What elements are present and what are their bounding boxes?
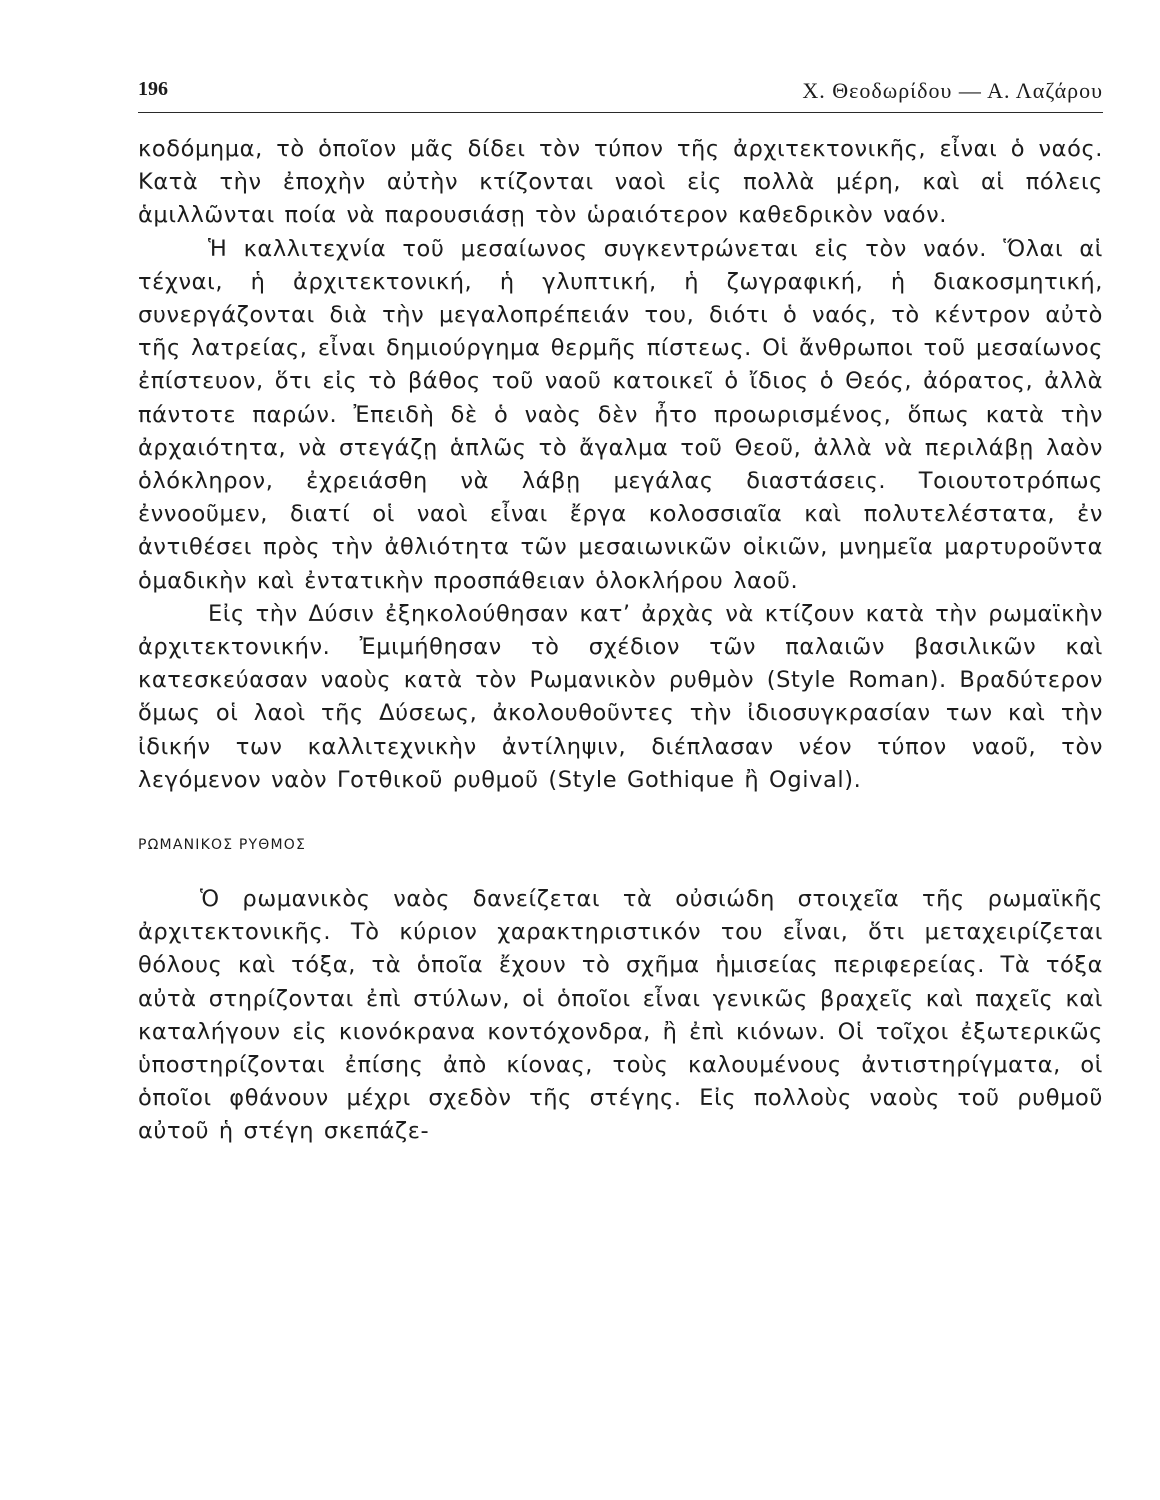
running-head: Χ. Θεοδωρίδου — Α. Λαζάρου <box>802 78 1103 103</box>
book-page <box>138 70 1103 1470</box>
paragraph: Ἡ καλλιτεχνία τοῦ μεσαίωνος συγκεντρώνεται εἰς τὸν ναόν. Ὅλαι αἱ τέχναι, ἡ ἀρχιτεκτονική, ἡ γλυπτική, ἡ ζωγραφική, ἡ διακοσμητική, συνεργάζονται διὰ τὴν μεγαλοπρέπειάν του, διότι ὁ ναός, τὸ κέντρον αὐτὸ τῆς λατρείας, εἶναι δημιούργημα θερμῆς πίστεως. Οἱ ἄνθρωποι τοῦ μεσαίωνος ἐπίστευον, ὅτι εἰς τὸ βάθος τοῦ ναοῦ κατοικεῖ ὁ ἴδιος ὁ Θεός, ἀόρατος, ἀλλὰ πάντοτε παρών. Ἐπειδὴ δὲ ὁ ναὸς δὲν ἦτο προωρισμένος, ὅπως κατὰ τὴν ἀρχαιότητα, νὰ στεγάζῃ ἁπλῶς τὸ ἄγαλμα τοῦ Θεοῦ, ἀλλὰ νὰ περιλάβῃ λαὸν ὁλόκληρον, ἐχρειάσθη νὰ λάβῃ μεγάλας διαστάσεις. Τοιουτοτρόπως ἐννοοῦμεν, διατί οἱ ναοὶ εἶναι ἔργα κολοσσιαῖα καὶ πολυτελέστατα, ἐν ἀντιθέσει πρὸς τὴν ἀθλιότητα τῶν μεσαιωνικῶν οἰκιῶν, μνημεῖα μαρτυροῦντα ὁμαδικὴν καὶ ἐντατικὴν προσπάθειαν ὁλοκλήρου λαοῦ. <box>138 235 1103 594</box>
paragraph: Ὁ ρωμανικὸς ναὸς δανείζεται τὰ οὐσιώδη στοιχεῖα τῆς ρωμαϊκῆς ἀρχιτεκτονικῆς. Τὸ κύριον χαρακτηριστικόν του εἶναι, ὅτι μεταχειρίζεται θόλους καὶ τόξα, τὰ ὁποῖα ἔχουν τὸ σχῆμα ἡμισείας περιφερείας. Τὰ τόξα αὐτὰ στηρίζονται ἐπὶ στύλων, οἱ ὁποῖοι εἶναι γενικῶς βραχεῖς καὶ παχεῖς καὶ καταλήγουν εἰς κιονόκρανα κοντόχονδρα, ἢ ἐπὶ κιόνων. Οἱ τοῖχοι ἐξωτερικῶς ὑποστηρίζονται ἐπίσης ἀπὸ κίονας, τοὺς καλουμένους ἀντιστηρίγματα, οἱ ὁποῖοι φθάνουν μέχρι σχεδὸν τῆς στέγης. Εἰς πολλοὺς ναοὺς τοῦ ρυθμοῦ αὐτοῦ ἡ στέγη σκεπάζε- <box>138 886 1103 1145</box>
paragraph-continued: κοδόμημα, τὸ ὁποῖον μᾶς δίδει τὸν τύπον τῆς ἀρχιτεκτονικῆς, εἶναι ὁ ναός. Κατὰ τὴν ἐποχὴν αὐτὴν κτίζονται ναοὶ εἰς πολλὰ μέρη, καὶ αἱ πόλεις ἁμιλλῶνται ποία νὰ παρουσιάσῃ τὸν ὡραιότερον καθεδρικὸν ναόν. <box>138 136 1103 229</box>
page-number: 196 <box>138 78 168 100</box>
paragraph: Εἰς τὴν Δύσιν ἐξηκολούθησαν κατ’ ἀρχὰς νὰ κτίζουν κατὰ τὴν ρωμαϊκὴν ἀρχιτεκτονικήν. Ἐμιμήθησαν τὸ σχέδιον τῶν παλαιῶν βασιλικῶν καὶ κατεσκεύασαν ναοὺς κατὰ τὸν Ρωμανικὸν ρυθμὸν (Style Roman). Βραδύτερον ὅμως οἱ λαοὶ τῆς Δύσεως, ἀκολουθοῦντες τὴν ἰδιοσυγκρασίαν των καὶ τὴν ἰδικήν των καλλιτεχνικὴν ἀντίληψιν, διέπλασαν νέον τύπον ναοῦ, τὸν λεγόμενον ναὸν Γοτθικοῦ ρυθμοῦ (Style Gothique ἢ Ogival). <box>138 600 1103 793</box>
body-text <box>138 133 1103 797</box>
section-body-text <box>138 883 1103 1149</box>
section-heading: ΡΩΜΑΝΙΚΟΣ ΡΥΘΜΟΣ <box>138 837 307 854</box>
page-header <box>138 70 1103 113</box>
